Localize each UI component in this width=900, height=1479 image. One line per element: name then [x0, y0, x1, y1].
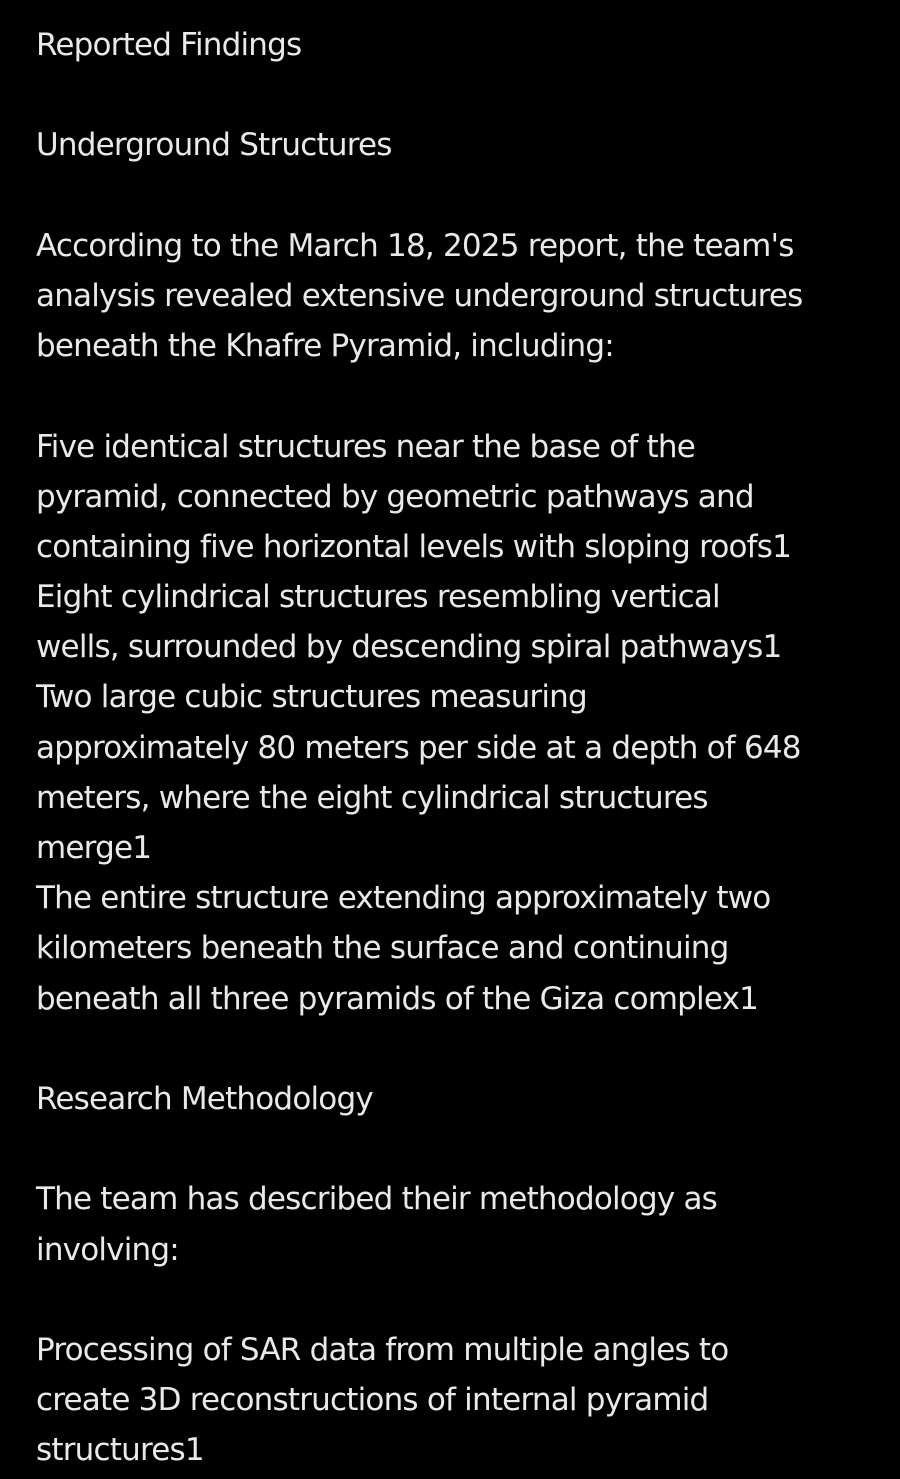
methodology-intro-line: The team has described their methodology as: [36, 1181, 717, 1218]
finding-line: pyramid, connected by geometric pathways and: [36, 478, 754, 515]
heading-reported-findings: Reported Findings: [36, 27, 302, 63]
finding-line: approximately 80 meters per side at a depth of 648: [36, 729, 801, 766]
finding-line: Five identical structures near the base of the: [36, 428, 696, 465]
spacer: [36, 1024, 886, 1074]
spacer: [36, 1124, 886, 1174]
finding-line: beneath all three pyramids of the Giza complex1: [36, 980, 759, 1017]
spacer: [36, 171, 886, 221]
finding-line: containing five horizontal levels with sloping roofs1: [36, 528, 792, 565]
finding-line: Two large cubic structures measuring: [36, 679, 587, 716]
finding-line: meters, where the eight cylindrical structures: [36, 779, 708, 816]
methodology-line: Processing of SAR data from multiple angles to: [36, 1331, 729, 1368]
intro-line: beneath the Khafre Pyramid, including:: [36, 328, 614, 365]
finding-line: wells, surrounded by descending spiral pathways1: [36, 629, 782, 666]
finding-line: The entire structure extending approximately two: [36, 880, 771, 917]
methodology-intro-line: involving:: [36, 1231, 179, 1268]
spacer: [36, 1275, 886, 1325]
intro-line: According to the March 18, 2025 report, the team's: [36, 227, 794, 264]
heading-research-methodology: Research Methodology: [36, 1080, 373, 1117]
finding-line: kilometers beneath the surface and continuing: [36, 930, 729, 967]
spacer: [36, 70, 886, 120]
heading-underground-structures: Underground Structures: [36, 127, 392, 164]
finding-line: Eight cylindrical structures resembling vertical: [36, 579, 720, 616]
post-body: [36, 20, 886, 1475]
intro-line: analysis revealed extensive underground structures: [36, 277, 803, 314]
finding-line: merge1: [36, 830, 152, 866]
methodology-line: structures1: [36, 1432, 204, 1469]
spacer: [36, 371, 886, 421]
methodology-line: create 3D reconstructions of internal pyramid: [36, 1382, 709, 1419]
